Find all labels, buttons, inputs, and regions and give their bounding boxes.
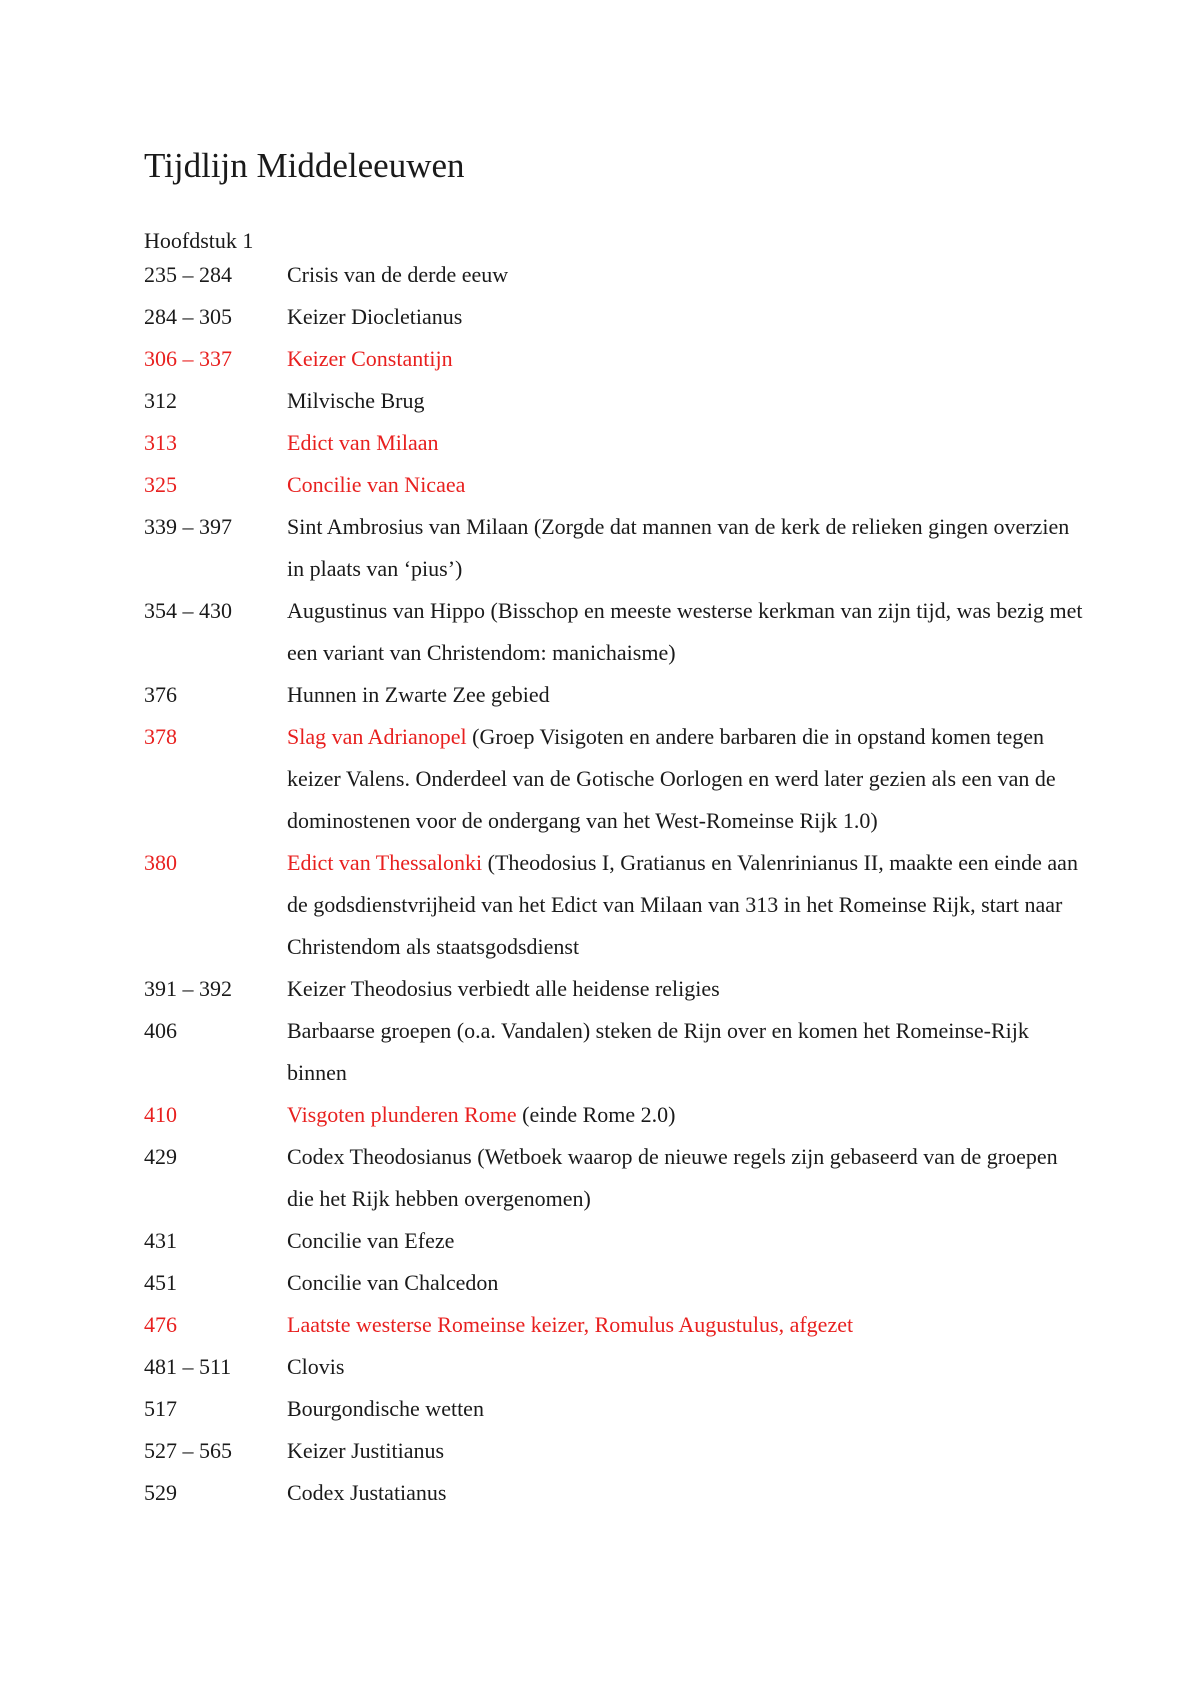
entry-date: 312 xyxy=(144,388,177,413)
entry-text: Clovis xyxy=(287,1354,345,1379)
entry-date: 431 xyxy=(144,1228,177,1253)
entry-highlight: Laatste westerse Romeinse keizer, Romulus Augustulus, afgezet xyxy=(287,1312,854,1337)
timeline-entry xyxy=(144,422,1084,464)
entry-description xyxy=(287,506,1084,590)
entry-text: Barbaarse groepen (o.a. Vandalen) steken de Rijn over en komen het Romeinse-Rijk binnen xyxy=(287,1018,1029,1085)
entry-date: 410 xyxy=(144,1102,177,1127)
entry-text: Hunnen in Zwarte Zee gebied xyxy=(287,682,550,707)
timeline-entry xyxy=(144,1346,1084,1388)
entry-date: 376 xyxy=(144,682,177,707)
timeline-entry xyxy=(144,968,1084,1010)
entry-description xyxy=(287,674,1084,716)
entry-date: 517 xyxy=(144,1396,177,1421)
entry-date: 476 xyxy=(144,1312,177,1337)
timeline-entry xyxy=(144,380,1084,422)
entry-text: (Theodosius I, Gratianus en Valenrinianus II, maakte een einde aan de godsdienstvrijheid van het Edict van Milaan van 313 in het Romeinse Rijk, start naar Christendom als staatsgodsdienst xyxy=(287,850,1078,959)
entry-date: 235 – 284 xyxy=(144,262,232,287)
entry-text: Sint Ambrosius van Milaan (Zorgde dat mannen van de kerk de relieken gingen overzien in plaats van ‘pius’) xyxy=(287,514,1070,581)
entry-highlight: Edict van Milaan xyxy=(287,430,439,455)
entry-highlight: Edict van Thessalonki xyxy=(287,850,483,875)
entry-description xyxy=(287,1262,1084,1304)
timeline-list xyxy=(144,254,1084,1514)
entry-description xyxy=(287,1136,1084,1220)
timeline-entry xyxy=(144,1262,1084,1304)
entry-date: 380 xyxy=(144,850,177,875)
entry-date: 391 – 392 xyxy=(144,976,232,1001)
timeline-entry xyxy=(144,464,1084,506)
entry-date: 406 xyxy=(144,1018,177,1043)
entry-date: 527 – 565 xyxy=(144,1438,232,1463)
entry-description xyxy=(287,464,1084,506)
entry-description xyxy=(287,338,1084,380)
entry-description xyxy=(287,254,1084,296)
entry-description xyxy=(287,422,1084,464)
entry-date: 529 xyxy=(144,1480,177,1505)
entry-description xyxy=(287,1304,1084,1346)
timeline-entry xyxy=(144,1220,1084,1262)
entry-date: 481 – 511 xyxy=(144,1354,232,1379)
entry-highlight: Visgoten plunderen Rome xyxy=(287,1102,517,1127)
entry-date: 325 xyxy=(144,472,177,497)
entry-text: Keizer Justitianus xyxy=(287,1438,445,1463)
timeline-entry xyxy=(144,338,1084,380)
timeline-entry xyxy=(144,1010,1084,1094)
timeline-entry xyxy=(144,254,1084,296)
entry-text: Bourgondische wetten xyxy=(287,1396,484,1421)
timeline-entry xyxy=(144,1094,1084,1136)
entry-description xyxy=(287,716,1084,842)
timeline-entry xyxy=(144,1388,1084,1430)
entry-text: Crisis van de derde eeuw xyxy=(287,262,509,287)
entry-description xyxy=(287,1388,1084,1430)
entry-text: (Groep Visigoten en andere barbaren die in opstand komen tegen keizer Valens. Onderdeel van de Gotische Oorlogen en werd later gezien als een van de dominostenen voor de ondergang van het West-Romeinse Rijk 1.0) xyxy=(287,724,1056,833)
entry-description xyxy=(287,1430,1084,1472)
entry-text: Keizer Diocletianus xyxy=(287,304,463,329)
timeline-entry xyxy=(144,296,1084,338)
entry-date: 313 xyxy=(144,430,177,455)
entry-date: 339 – 397 xyxy=(144,514,232,539)
timeline-entry xyxy=(144,506,1084,590)
chapter-heading: Hoofdstuk 1 xyxy=(144,228,254,253)
entry-description xyxy=(287,1220,1084,1262)
timeline-entry xyxy=(144,842,1084,968)
timeline-entry xyxy=(144,716,1084,842)
entry-date: 378 xyxy=(144,724,177,749)
entry-description xyxy=(287,1010,1084,1094)
entry-text: Concilie van Chalcedon xyxy=(287,1270,499,1295)
entry-text: (einde Rome 2.0) xyxy=(516,1102,676,1127)
entry-description xyxy=(287,590,1084,674)
entry-description xyxy=(287,296,1084,338)
entry-text: Keizer Theodosius verbiedt alle heidense religies xyxy=(287,976,720,1001)
entry-highlight: Concilie van Nicaea xyxy=(287,472,466,497)
entry-date: 451 xyxy=(144,1270,177,1295)
timeline-entry xyxy=(144,1136,1084,1220)
entry-description xyxy=(287,380,1084,422)
entry-text: Codex Theodosianus (Wetboek waarop de nieuwe regels zijn gebaseerd van de groepen die het Rijk hebben overgenomen) xyxy=(287,1144,1058,1211)
timeline-entry xyxy=(144,1430,1084,1472)
entry-text: Codex Justatianus xyxy=(287,1480,447,1505)
entry-description xyxy=(287,842,1084,968)
entry-date: 284 – 305 xyxy=(144,304,232,329)
entry-text: Milvische Brug xyxy=(287,388,425,413)
entry-description xyxy=(287,1346,1084,1388)
timeline-entry xyxy=(144,1472,1084,1514)
entry-date: 354 – 430 xyxy=(144,598,232,623)
entry-highlight: Slag van Adrianopel xyxy=(287,724,467,749)
timeline-entry xyxy=(144,674,1084,716)
entry-text: Augustinus van Hippo (Bisschop en meeste westerse kerkman van zijn tijd, was bezig met een variant van Christendom: manichaisme) xyxy=(287,598,1083,665)
entry-date: 429 xyxy=(144,1144,177,1169)
entry-description xyxy=(287,968,1084,1010)
document-title: Tijdlijn Middeleeuwen xyxy=(144,146,465,185)
entry-date: 306 – 337 xyxy=(144,346,232,371)
timeline-entry xyxy=(144,590,1084,674)
entry-description xyxy=(287,1094,1084,1136)
entry-text: Concilie van Efeze xyxy=(287,1228,455,1253)
entry-description xyxy=(287,1472,1084,1514)
timeline-entry xyxy=(144,1304,1084,1346)
entry-highlight: Keizer Constantijn xyxy=(287,346,453,371)
